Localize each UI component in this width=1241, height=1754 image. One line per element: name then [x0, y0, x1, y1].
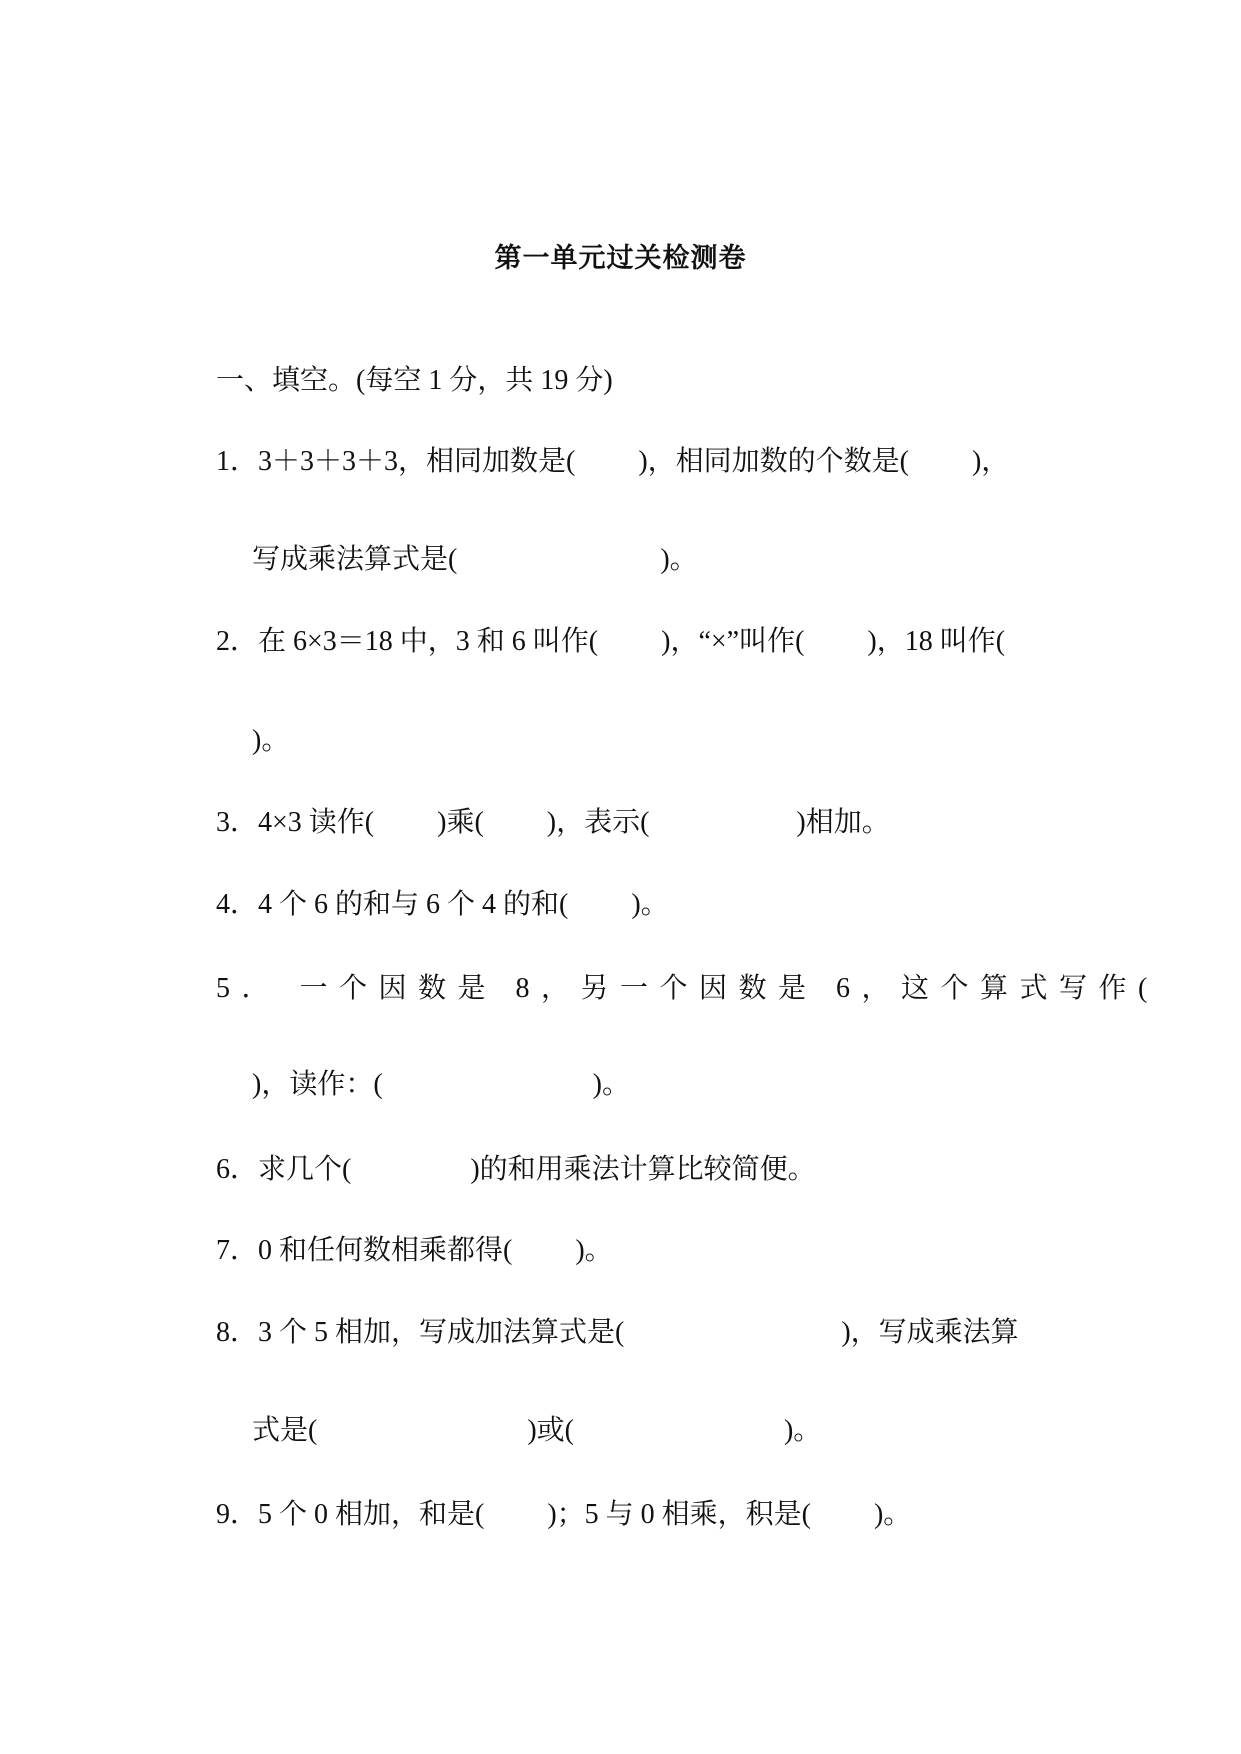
question-7: 7．0 和任何数相乘都得( )。	[216, 1235, 613, 1266]
question-5-line-2: )，读作：( )。	[252, 1069, 630, 1100]
question-4: 4．4 个 6 的和与 6 个 4 的和( )。	[216, 889, 669, 920]
question-8-line-2: 式是( )或( )。	[252, 1415, 822, 1446]
question-9: 9．5 个 0 相加，和是( )；5 与 0 相乘，积是( )。	[216, 1499, 912, 1530]
question-1-line-2: 写成乘法算式是( )。	[252, 544, 698, 575]
question-1-line-1: 1．3＋3＋3＋3，相同加数是( )，相同加数的个数是( )，	[216, 446, 1010, 477]
page-title: 第一单元过关检测卷	[494, 243, 747, 274]
section-heading: 一、填空。(每空 1 分，共 19 分)	[216, 365, 613, 396]
question-2-line-1: 2．在 6×3＝18 中，3 和 6 叫作( )，“×”叫作( )，18 叫作(	[216, 626, 1006, 657]
question-2-line-2: )。	[252, 725, 290, 756]
question-8-line-1: 8．3 个 5 相加，写成加法算式是( )，写成乘法算	[216, 1317, 1019, 1348]
question-3: 3．4×3 读作( )乘( )，表示( )相加。	[216, 807, 890, 838]
question-5-line-1: 5． 一个因数是 8，另一个因数是 6，这个算式写作(	[216, 973, 1159, 1004]
question-6: 6．求几个( )的和用乘法计算比较简便。	[216, 1154, 816, 1185]
